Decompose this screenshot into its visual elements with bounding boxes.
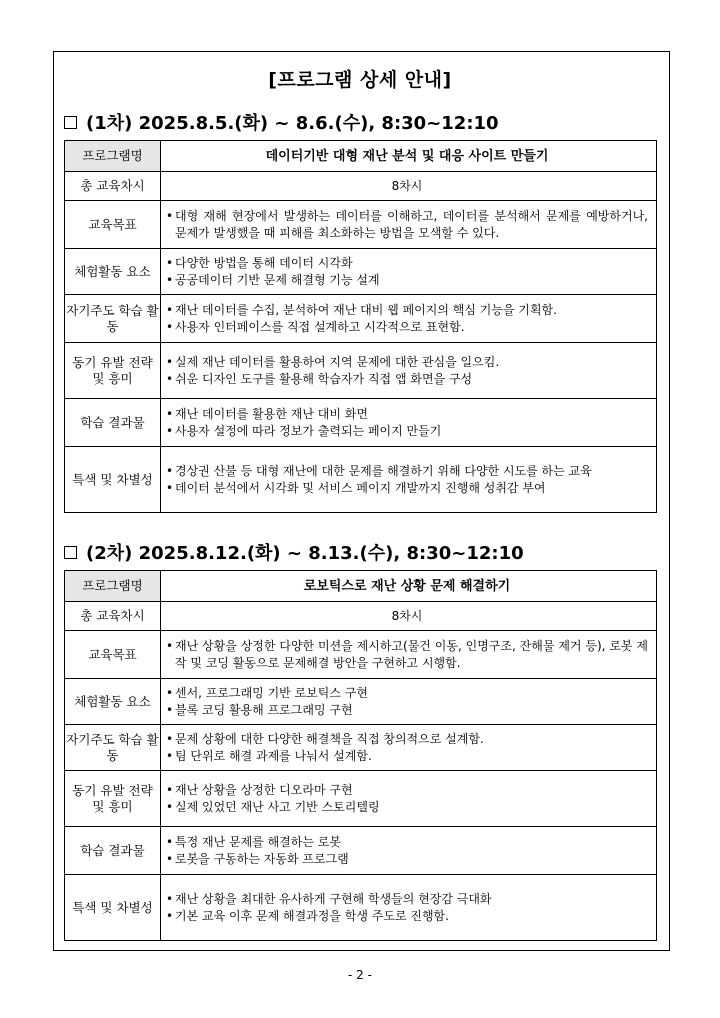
bullet: • <box>166 834 174 849</box>
outcome-value <box>161 827 657 875</box>
bullet: • <box>166 463 174 478</box>
session-heading-text: (2차) 2025.8.12.(화) ~ 8.13.(수), 8:30~12:10 <box>86 543 524 564</box>
list-item: • 경상권 산불 등 대형 재난에 대한 문제를 해결하기 위해 다양한 시도를 하는 교육 <box>166 463 592 478</box>
bullet: • <box>166 480 174 495</box>
bullet: • <box>166 782 174 797</box>
program-name-value: 로보틱스로 재난 상황 문제 해결하기 <box>161 571 657 602</box>
label-goal: 교육목표 <box>65 631 161 679</box>
list-item: • 공공데이터 기반 문제 해결형 기능 설계 <box>166 272 380 287</box>
total-sessions-value: 8차시 <box>161 602 657 631</box>
list-item: • 로봇을 구동하는 자동화 프로그램 <box>166 851 349 866</box>
bullet: • <box>166 908 174 923</box>
session-heading-2 <box>64 539 524 565</box>
motivation-value <box>161 343 657 399</box>
label-experience: 체험활동 요소 <box>65 679 161 725</box>
label-features: 특색 및 차별성 <box>65 875 161 941</box>
bullet: • <box>166 799 174 814</box>
bullet: • <box>166 423 174 438</box>
goal-value <box>161 631 657 679</box>
label-goal: 교육목표 <box>65 201 161 249</box>
bullet: • <box>166 891 174 906</box>
list-item: • 사용자 설정에 따라 정보가 출력되는 페이지 만들기 <box>166 423 442 438</box>
list-item: • 사용자 인터페이스를 직접 설계하고 시각적으로 표현함. <box>166 319 465 334</box>
bullet: • <box>166 208 174 223</box>
motivation-value <box>161 771 657 827</box>
bullet: • <box>166 302 174 317</box>
list-item: • 다양한 방법을 통해 데이터 시각화 <box>166 255 353 270</box>
bullet: • <box>166 851 174 866</box>
list-item: • 데이터 분석에서 시각화 및 서비스 페이지 개발까지 진행해 성취감 부여 <box>166 480 546 495</box>
self-directed-value <box>161 725 657 771</box>
label-motivation: 동기 유발 전략 및 흥미 <box>65 771 161 827</box>
outcome-value <box>161 399 657 447</box>
list-item: • 재난 데이터를 수집, 분석하여 재난 대비 웹 페이지의 핵심 기능을 기획함. <box>166 302 557 317</box>
list-item: • 기본 교육 이후 문제 해결과정을 학생 주도로 진행함. <box>166 908 449 923</box>
list-item: • 쉬운 디자인 도구를 활용해 학습자가 직접 앱 화면을 구성 <box>166 371 473 386</box>
list-item: • 문제 상황에 대한 다양한 해결책을 직접 창의적으로 설계함. <box>166 731 484 746</box>
list-item: • 실제 있었던 재난 사고 기반 스토리텔링 <box>166 799 380 814</box>
label-outcome: 학습 결과물 <box>65 399 161 447</box>
list-item: • 센서, 프로그래밍 기반 로보틱스 구현 <box>166 685 368 700</box>
bullet: • <box>166 748 174 763</box>
checkbox-icon <box>64 546 77 559</box>
label-outcome: 학습 결과물 <box>65 827 161 875</box>
bullet: • <box>166 255 174 270</box>
label-motivation: 동기 유발 전략 및 흥미 <box>65 343 161 399</box>
list-item: • 팀 단위로 해결 과제를 나눠서 설계함. <box>166 748 372 763</box>
program-name-value: 데이터기반 대형 재난 분석 및 대응 사이트 만들기 <box>161 141 657 172</box>
label-self-directed: 자기주도 학습 활동 <box>65 295 161 343</box>
label-total-sessions: 총 교육차시 <box>65 602 161 631</box>
label-experience: 체험활동 요소 <box>65 249 161 295</box>
bullet: • <box>166 319 174 334</box>
bullet: • <box>166 354 174 369</box>
label-total-sessions: 총 교육차시 <box>65 172 161 201</box>
program-table-2 <box>64 570 657 941</box>
bullet: • <box>166 638 174 653</box>
checkbox-icon <box>64 116 77 129</box>
page-title: [프로그램 상세 안내] <box>268 69 452 91</box>
bullet: • <box>166 371 174 386</box>
total-sessions-value: 8차시 <box>161 172 657 201</box>
list-item: • 재난 상황을 상정한 디오라마 구현 <box>166 782 353 797</box>
bullet: • <box>166 685 174 700</box>
self-directed-value <box>161 295 657 343</box>
session-heading-1 <box>64 109 499 135</box>
bullet: • <box>166 406 174 421</box>
list-item: • 재난 상황을 상정한 다양한 미션을 제시하고(물건 이동, 인명구조, 잔해물 제거 등), 로봇 제작 및 코딩 활동으로 문제해결 방안을 구현하고 시행함. <box>166 638 648 670</box>
program-table-1 <box>64 140 657 513</box>
bullet: • <box>166 731 174 746</box>
goal-value <box>161 201 657 249</box>
list-item: • 재난 데이터를 활용한 재난 대비 화면 <box>166 406 368 421</box>
list-item: • 실제 재난 데이터를 활용하여 지역 문제에 대한 관심을 일으킴. <box>166 354 500 369</box>
label-self-directed: 자기주도 학습 활동 <box>65 725 161 771</box>
bullet: • <box>166 272 174 287</box>
list-item: • 블록 코딩 활용해 프로그래밍 구현 <box>166 702 353 717</box>
experience-value <box>161 249 657 295</box>
experience-value <box>161 679 657 725</box>
bullet: • <box>166 702 174 717</box>
session-heading-text: (1차) 2025.8.5.(화) ~ 8.6.(수), 8:30~12:10 <box>86 113 499 134</box>
features-value <box>161 447 657 513</box>
page-number: - 2 - <box>348 968 372 982</box>
label-program-name: 프로그램명 <box>65 141 161 172</box>
label-program-name: 프로그램명 <box>65 571 161 602</box>
label-features: 특색 및 차별성 <box>65 447 161 513</box>
list-item: • 재난 상황을 최대한 유사하게 구현해 학생들의 현장감 극대화 <box>166 891 492 906</box>
features-value <box>161 875 657 941</box>
list-item: • 대형 재해 현장에서 발생하는 데이터를 이해하고, 데이터를 분석해서 문제를 예방하거나, 문제가 발생했을 때 피해를 최소화하는 방법을 모색할 수 있다. <box>166 208 648 240</box>
list-item: • 특정 재난 문제를 해결하는 로봇 <box>166 834 341 849</box>
